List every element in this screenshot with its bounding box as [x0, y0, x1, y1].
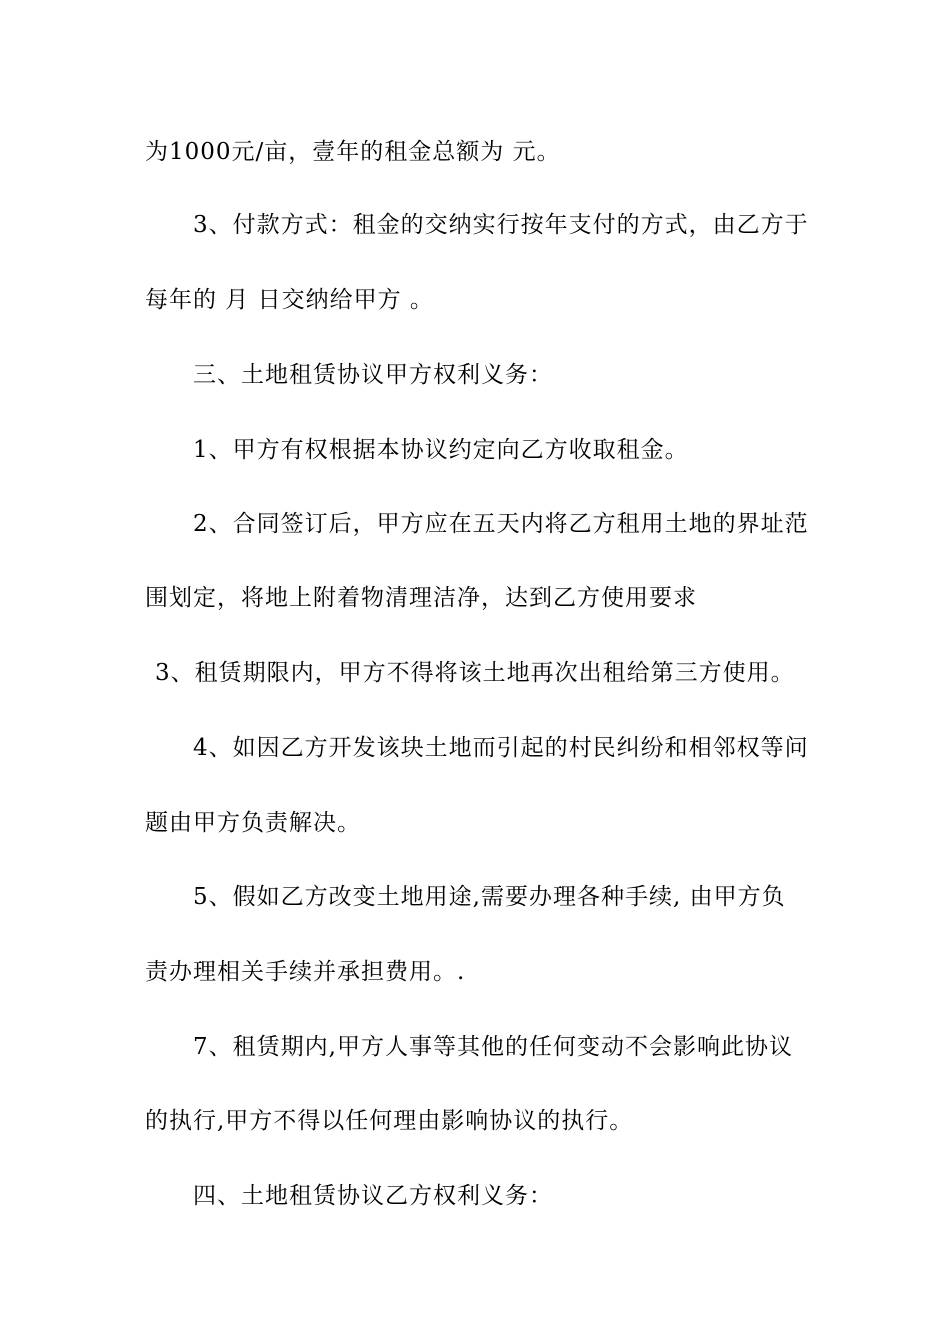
- text-line-3: 每年的 月 日交纳给甲方 。: [145, 287, 434, 313]
- text-line-10: 题由甲方负责解决。: [145, 810, 361, 836]
- text-line-13: 7、租赁期内,甲方人事等其他的任何变动不会影响此协议: [193, 1034, 793, 1060]
- section-heading-3: 三、土地租赁协议甲方权利义务：: [193, 362, 553, 388]
- text-line-8: 3、租赁期限内，甲方不得将该土地再次出租给第三方使用。: [155, 660, 795, 686]
- section-heading-4: 四、土地租赁协议乙方权利义务：: [193, 1183, 553, 1209]
- text-line-7: 围划定，将地上附着物清理洁净，达到乙方使用要求: [145, 585, 697, 611]
- text-line-6: 2、合同签订后，甲方应在五天内将乙方租用土地的界址范: [193, 511, 809, 537]
- text-line-5: 1、甲方有权根据本协议约定向乙方收取租金。: [193, 437, 689, 463]
- text-line-9: 4、如因乙方开发该块土地而引起的村民纠纷和相邻权等问: [193, 735, 809, 761]
- text-line-1: 为1000元/亩，壹年的租金总额为 元。: [145, 139, 561, 165]
- text-line-14: 的执行,甲方不得以任何理由影响协议的执行。: [145, 1108, 634, 1134]
- text-line-11: 5、假如乙方改变土地用途,需要办理各种手续, 由甲方负: [193, 884, 786, 910]
- text-line-12: 责办理相关手续并承担费用。.: [145, 959, 466, 985]
- text-line-2: 3、付款方式：租金的交纳实行按年支付的方式，由乙方于: [193, 212, 809, 238]
